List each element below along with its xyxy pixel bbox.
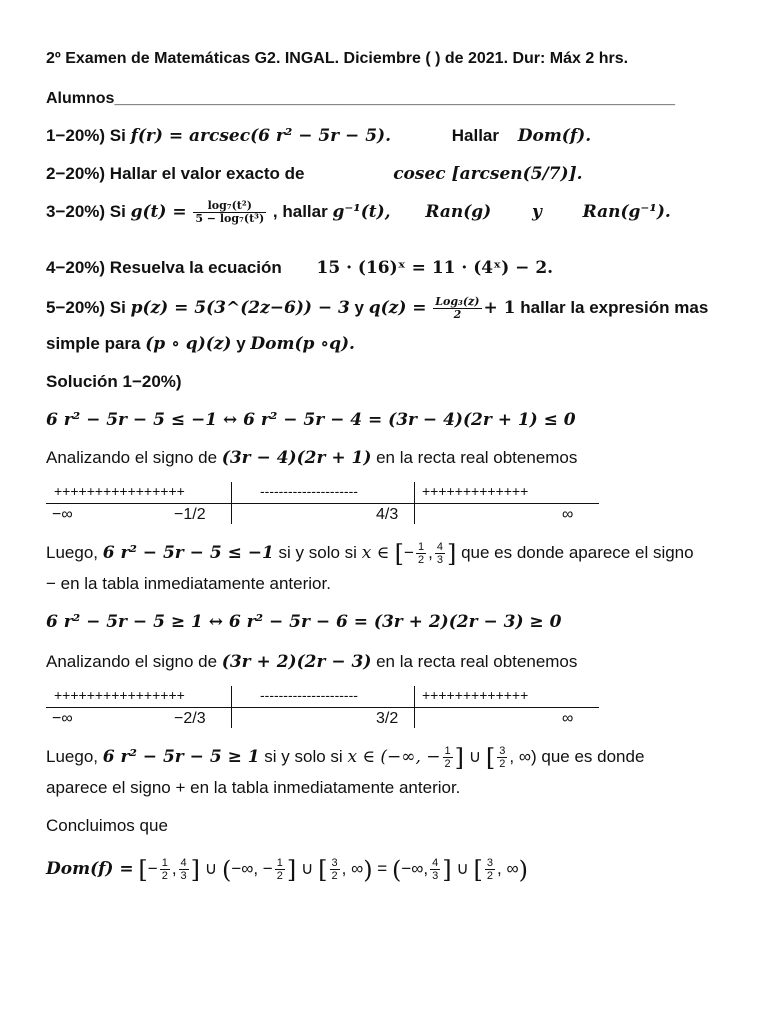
- problem-3-ran-ginv: Ran(g⁻¹).: [582, 201, 671, 222]
- sign-table-2-divider-2: [414, 686, 415, 728]
- sign-table-1-sign-2: ---------------------: [260, 483, 358, 499]
- final-bracket-2: ]: [190, 856, 201, 884]
- final-frac-1-num: 1: [161, 857, 168, 870]
- luego-1-x: x ∈: [361, 543, 395, 563]
- final-frac-5: [430, 857, 440, 882]
- problem-5-label: 5−20%) Si: [46, 297, 131, 317]
- problem-5-line2: [46, 334, 355, 354]
- problem-1-target: Dom(f).: [517, 126, 592, 146]
- bracket-open: [: [394, 540, 405, 568]
- sign-table-1: [46, 482, 599, 524]
- final-frac-3: [275, 857, 285, 882]
- problem-4: [46, 258, 553, 278]
- final-paren-1: (: [221, 856, 232, 884]
- problem-3-hallar: , hallar: [268, 201, 333, 221]
- sign-table-2-sign-1: ++++++++++++++++: [54, 687, 185, 703]
- problem-1: [46, 126, 591, 146]
- sign-table-1-point-4: ∞: [562, 506, 574, 523]
- inequality-1: 6 r² − 5r − 5 ≤ −1 ↔ 6 r² − 5r − 4 = (3r − 4)(2r + 1) ≤ 0: [46, 410, 576, 430]
- frac-half-num: 1: [417, 541, 425, 554]
- sign-table-1-hline: [46, 503, 599, 504]
- sign-table-2-point-4: ∞: [562, 710, 574, 727]
- frac-three-halves: [497, 745, 507, 770]
- frac-half-2: [443, 745, 453, 770]
- final-bracket-4: [: [318, 856, 328, 884]
- frac-half-2-den: 2: [444, 758, 451, 771]
- problem-5-y2: y: [231, 334, 251, 353]
- final-bracket-5: ]: [442, 856, 452, 884]
- problem-5-simple: simple para: [46, 334, 146, 353]
- analyze-2-pre: Analizando el signo de: [46, 652, 222, 671]
- sign-table-1-sign-1: ++++++++++++++++: [54, 483, 185, 499]
- final-domain-lhs: Dom(f) =: [46, 859, 134, 879]
- bracket-close-2: ]: [454, 744, 465, 772]
- sign-table-1-divider-2: [414, 482, 415, 524]
- final-frac-6-den: 2: [486, 870, 493, 883]
- final-frac-4: [330, 857, 340, 882]
- frac-four-thirds: [435, 541, 445, 566]
- luego-1-post: que es donde aparece el signo: [456, 543, 694, 562]
- final-frac-2-den: 3: [180, 870, 187, 883]
- problem-3-label: 3−20%) Si: [46, 201, 131, 221]
- problem-3-denominator: 5 − log₇(t³): [195, 212, 265, 225]
- problem-5: [46, 296, 708, 321]
- final-bracket-6: [: [473, 856, 483, 884]
- analyze-1-pre: Analizando el signo de: [46, 448, 222, 467]
- final-frac-6-num: 3: [486, 857, 493, 870]
- problem-5-p: p(z) = 5(3^(2z−6)) − 3: [130, 297, 350, 318]
- problem-5-composition: (p ∘ q)(z): [145, 334, 232, 354]
- final-bracket-3: ]: [286, 856, 297, 884]
- luego-2-x: x ∈ (−∞, −: [347, 747, 441, 767]
- problem-5-denominator: 2: [453, 308, 462, 321]
- final-frac-1: [160, 857, 170, 882]
- problem-5-fraction: [433, 296, 481, 321]
- frac-3-den: 3: [436, 554, 443, 567]
- luego-2-line2: aparece el signo + en la tabla inmediatamente anterior.: [46, 778, 461, 797]
- sign-table-1-divider-1: [231, 482, 232, 524]
- final-frac-5-den: 3: [432, 870, 439, 883]
- exam-title: 2º Examen de Matemáticas G2. INGAL. Diciembre ( ) de 2021. Dur: Máx 2 hrs.: [46, 50, 629, 67]
- frac-half: [416, 541, 426, 566]
- final-frac-2: [179, 857, 189, 882]
- sign-table-2-point-1: −∞: [52, 710, 73, 727]
- sign-table-1-point-1: −∞: [52, 506, 73, 523]
- frac-half-2-num: 1: [444, 745, 451, 758]
- luego-2-post: que es donde: [536, 747, 645, 766]
- analyze-1-expr: (3r − 4)(2r + 1): [221, 448, 372, 468]
- analyze-1: [46, 448, 577, 468]
- inequality-2: 6 r² − 5r − 5 ≥ 1 ↔ 6 r² − 5r − 6 = (3r + 2)(2r − 3) ≥ 0: [46, 612, 562, 632]
- sign-table-2-sign-2: ---------------------: [260, 687, 358, 703]
- problem-5-numerator: Log₃(z): [435, 295, 480, 308]
- final-bracket-1: [: [138, 856, 148, 884]
- problem-5-hallar: hallar la expresión mas: [515, 297, 709, 317]
- analyze-2-expr: (3r + 2)(2r − 3): [221, 652, 372, 672]
- problem-5-q: q(z) =: [368, 297, 427, 318]
- problem-2: [46, 164, 583, 184]
- luego-2: Luego, 6 r² − 5r − 5 ≥ 1 si y solo si x ∈ (−∞, − $\frac{1}{2}$ ] ∪ [ $\frac{3}{2}$ , ∞) que es donde: [46, 744, 645, 772]
- analyze-1-post: en la recta real obtenemos: [371, 448, 578, 467]
- final-frac-1-den: 2: [161, 870, 168, 883]
- sign-table-2-hline: [46, 707, 599, 708]
- luego-2-pre: Luego,: [46, 747, 103, 766]
- luego-2-expr: 6 r² − 5r − 5 ≥ 1: [102, 747, 260, 767]
- luego-1-expr: 6 r² − 5r − 5 ≤ −1: [102, 543, 274, 563]
- problem-1-hallar: Hallar: [451, 126, 499, 145]
- final-frac-4-num: 3: [331, 857, 338, 870]
- problem-2-label: 2−20%) Hallar el valor exacto de: [46, 164, 305, 183]
- problem-3: [46, 200, 671, 225]
- concluimos: Concluimos que: [46, 816, 168, 835]
- sign-table-1-point-3: 4/3: [376, 506, 399, 523]
- frac-2-den: 2: [499, 758, 506, 771]
- luego-2-mid: si y solo si: [259, 747, 348, 766]
- final-frac-3-num: 1: [276, 857, 283, 870]
- final-frac-6: [485, 857, 495, 882]
- problem-3-y: y: [531, 201, 542, 222]
- final-frac-5-num: 4: [432, 857, 439, 870]
- luego-1-line2: − en la tabla inmediatamente anterior.: [46, 574, 331, 593]
- sign-table-1-sign-3: +++++++++++++: [422, 483, 529, 499]
- problem-3-numerator: log₇(t²): [193, 200, 266, 213]
- problem-5-plus: + 1: [483, 297, 516, 318]
- sign-table-2-sign-3: +++++++++++++: [422, 687, 529, 703]
- problem-3-ran-g: Ran(g): [425, 201, 492, 222]
- problem-5-domain: Dom(p ∘q).: [250, 334, 355, 354]
- problem-5-y: y: [349, 297, 369, 317]
- frac-4-num: 4: [436, 541, 443, 554]
- solution-heading: Solución 1−20%): [46, 372, 182, 391]
- sign-table-2: [46, 686, 599, 728]
- sign-table-2-divider-1: [231, 686, 232, 728]
- problem-3-ginv: g⁻¹(t),: [332, 201, 391, 222]
- problem-4-label: 4−20%) Resuelva la ecuación: [46, 258, 282, 277]
- problem-4-equation: 15 · (16)ˣ = 11 · (4ˣ) − 2.: [316, 258, 554, 278]
- luego-1-mid: si y solo si: [273, 543, 362, 562]
- bracket-close: ]: [446, 540, 457, 568]
- problem-2-expr: cosec [arcsen(5/7)].: [393, 164, 583, 184]
- problem-3-g: g(t) =: [130, 201, 187, 222]
- sign-table-1-point-2: −1/2: [174, 506, 206, 523]
- luego-1: Luego, 6 r² − 5r − 5 ≤ −1 si y solo si x ∈ [− $\frac{1}{2}$ , $\frac{4}{3}$ ] que es donde aparece el signo: [46, 540, 694, 568]
- student-name-line: [46, 90, 675, 108]
- problem-1-label: 1−20%) Si: [46, 126, 131, 145]
- luego-1-pre: Luego,: [46, 543, 103, 562]
- alumnos-label: Alumnos: [46, 90, 115, 107]
- analyze-2-post: en la recta real obtenemos: [371, 652, 578, 671]
- final-frac-4-den: 2: [331, 870, 338, 883]
- problem-1-expr: f(r) = arcsec(6 r² − 5r − 5).: [130, 126, 392, 146]
- frac-3-num: 3: [499, 745, 506, 758]
- final-paren-3: (: [391, 856, 402, 884]
- alumnos-blank: _______________________________________________________________: [114, 90, 676, 107]
- problem-3-fraction: [193, 200, 266, 225]
- frac-half-den: 2: [417, 554, 425, 567]
- final-domain: Dom(f) = [− $\frac{1}{2}$ , $\frac{4}{3}$ ] ∪ (−∞, − $\frac{1}{2}$ ] ∪ [ $\frac{3}{2}$ , ∞) = (−∞, $\frac{4}{3}$ ] ∪ [ $\frac{3}{2}$ , ∞): [46, 856, 528, 884]
- sign-table-2-point-3: 3/2: [376, 710, 399, 727]
- analyze-2: [46, 652, 577, 672]
- final-paren-4: ): [518, 856, 528, 884]
- sign-table-2-point-2: −2/3: [174, 710, 206, 727]
- minus-sign: −: [404, 543, 414, 562]
- final-paren-2: ): [363, 856, 373, 884]
- bracket-open-2: [: [485, 744, 496, 772]
- final-frac-2-num: 4: [180, 857, 187, 870]
- final-frac-3-den: 2: [276, 870, 283, 883]
